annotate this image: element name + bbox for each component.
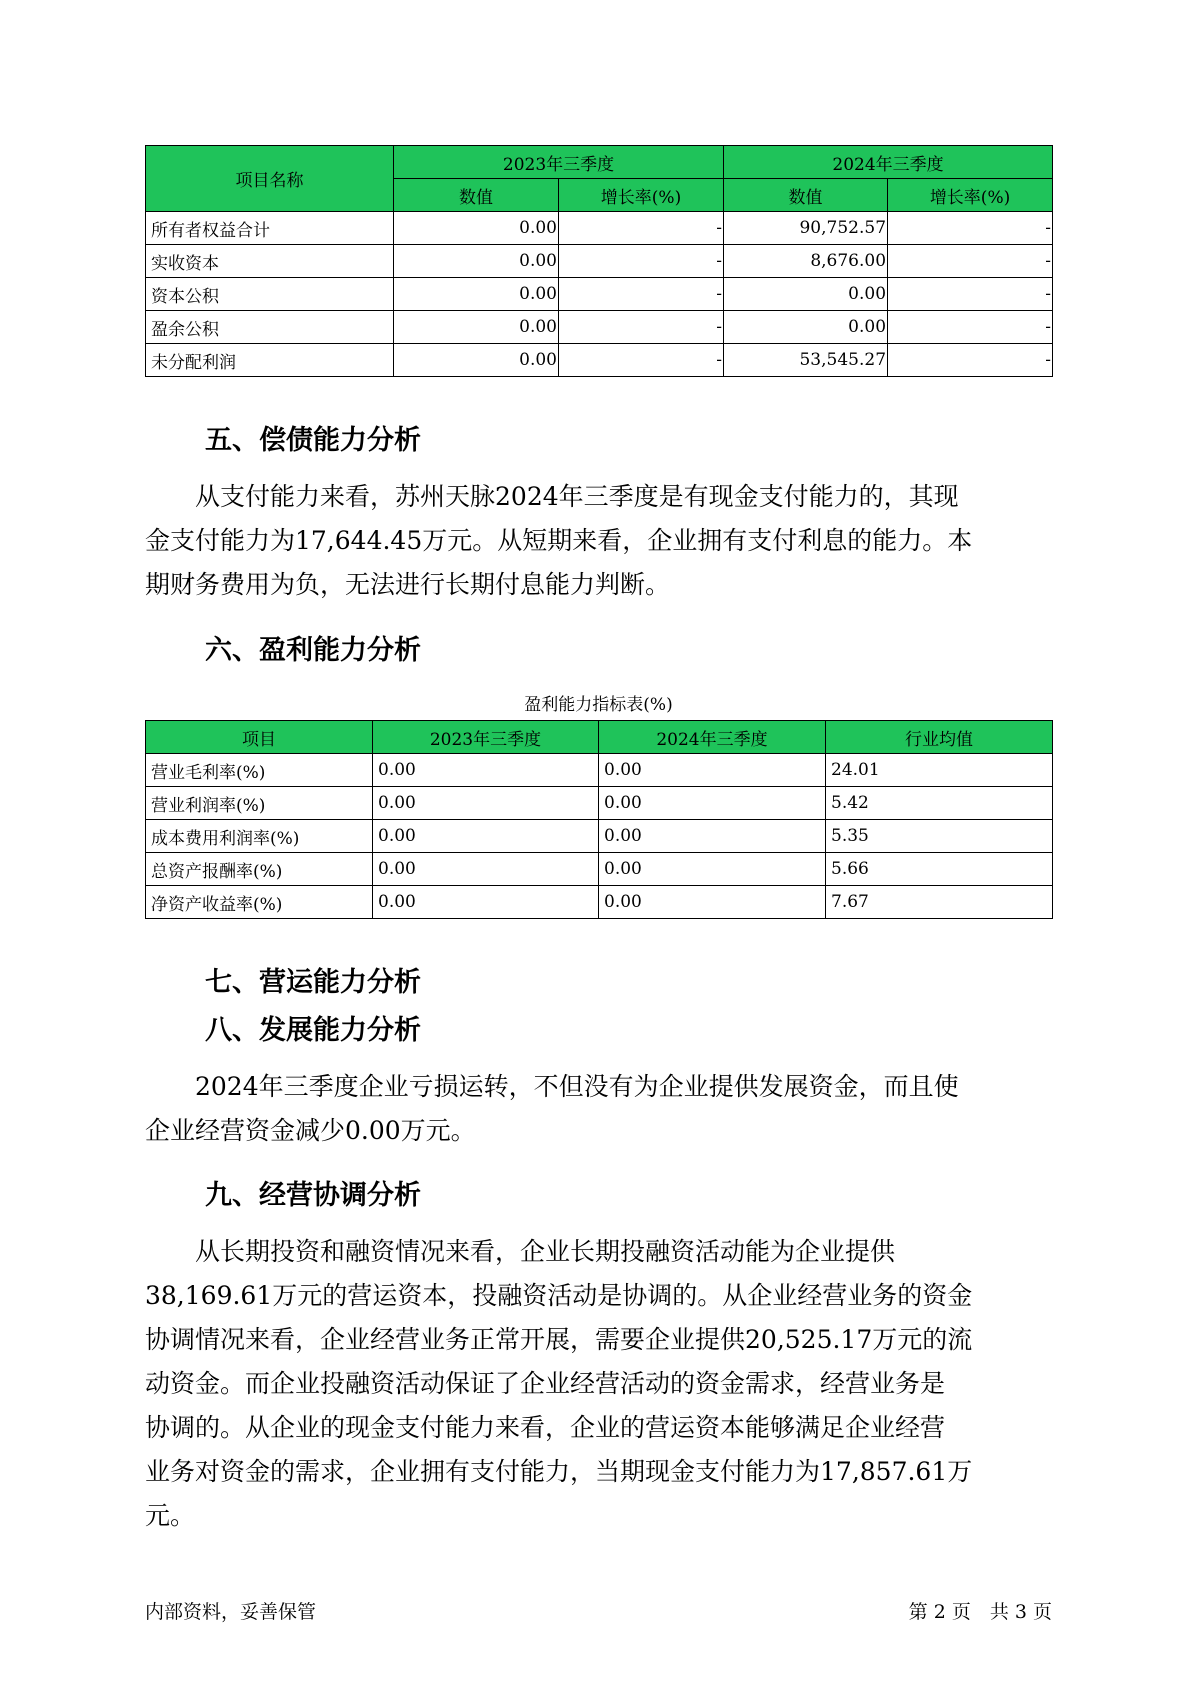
table-row: [146, 212, 1053, 245]
table-row: [146, 886, 1053, 919]
row-label: 实收资本: [146, 245, 394, 278]
paragraph-line: 元。: [145, 1501, 196, 1530]
paragraph-line: 协调情况来看，企业经营业务正常开展，需要企业提供20,525.17万元的流: [145, 1325, 973, 1354]
table-caption: 盈利能力指标表(%): [524, 695, 673, 715]
value-2024: 0.00: [724, 278, 888, 311]
growth-2024: -: [888, 245, 1053, 278]
header-growth-2023: 增长率(%): [559, 179, 724, 212]
industry-avg: 5.66: [826, 853, 1053, 886]
footer-confidential-note: 内部资料，妥善保管: [145, 1601, 317, 1623]
header-2024: 2024年三季度: [599, 721, 826, 754]
growth-2023: -: [559, 278, 724, 311]
value-2024: 0.00: [599, 787, 826, 820]
section-heading-development: 八、发展能力分析: [205, 1015, 421, 1046]
value-2023: 0.00: [394, 278, 559, 311]
table-row: [146, 754, 1053, 787]
row-label: 资本公积: [146, 278, 394, 311]
table-row: [146, 787, 1053, 820]
paragraph-line: 金支付能力为17,644.45万元。从短期来看，企业拥有支付利息的能力。本: [145, 526, 973, 555]
growth-2023: -: [559, 311, 724, 344]
value-2023: 0.00: [373, 754, 599, 787]
industry-avg: 24.01: [826, 754, 1053, 787]
paragraph-line: 从支付能力来看，苏州天脉2024年三季度是有现金支付能力的，其现: [145, 482, 959, 511]
table-row: [146, 820, 1053, 853]
industry-avg: 7.67: [826, 886, 1053, 919]
row-label: 成本费用利润率(%): [146, 820, 373, 853]
section-heading-profitability: 六、盈利能力分析: [205, 635, 421, 666]
growth-2023: -: [559, 344, 724, 377]
value-2024: 0.00: [599, 853, 826, 886]
value-2024: 90,752.57: [724, 212, 888, 245]
row-label: 净资产收益率(%): [146, 886, 373, 919]
industry-avg: 5.35: [826, 820, 1053, 853]
solvency-paragraph: [145, 475, 1055, 607]
table-row: [146, 344, 1053, 377]
value-2023: 0.00: [373, 886, 599, 919]
paragraph-line: 38,169.61万元的营运资本，投融资活动是协调的。从企业经营业务的资金: [145, 1281, 973, 1310]
value-2024: 0.00: [599, 754, 826, 787]
value-2024: 53,545.27: [724, 344, 888, 377]
header-value-2023: 数值: [394, 179, 559, 212]
header-value-2024: 数值: [724, 179, 888, 212]
paragraph-line: 2024年三季度企业亏损运转，不但没有为企业提供发展资金，而且使: [145, 1072, 959, 1101]
value-2023: 0.00: [394, 311, 559, 344]
paragraph-line: 企业经营资金减少0.00万元。: [145, 1116, 476, 1145]
table-row: [146, 311, 1053, 344]
equity-table: [145, 145, 1053, 377]
header-period-2024: 2024年三季度: [724, 146, 1053, 179]
value-2024: 0.00: [599, 886, 826, 919]
profitability-table: [145, 720, 1053, 919]
growth-2024: -: [888, 311, 1053, 344]
section-heading-solvency: 五、偿债能力分析: [205, 425, 421, 456]
table-row: [146, 278, 1053, 311]
row-label: 营业利润率(%): [146, 787, 373, 820]
development-paragraph: [145, 1065, 1055, 1153]
growth-2024: -: [888, 212, 1053, 245]
footer-page-number: 第 2 页 共 3 页: [908, 1601, 1052, 1623]
paragraph-line: 协调的。从企业的现金支付能力来看，企业的营运资本能够满足企业经营: [145, 1413, 946, 1442]
paragraph-line: 从长期投资和融资情况来看，企业长期投融资活动能为企业提供: [145, 1237, 896, 1266]
header-item-name: 项目名称: [146, 146, 394, 212]
value-2023: 0.00: [394, 212, 559, 245]
paragraph-line: 动资金。而企业投融资活动保证了企业经营活动的资金需求，经营业务是: [145, 1369, 946, 1398]
header-period-2023: 2023年三季度: [394, 146, 724, 179]
value-2023: 0.00: [394, 344, 559, 377]
row-label: 总资产报酬率(%): [146, 853, 373, 886]
row-label: 未分配利润: [146, 344, 394, 377]
header-growth-2024: 增长率(%): [888, 179, 1053, 212]
section-heading-operations: 七、营运能力分析: [205, 967, 421, 998]
row-label: 营业毛利率(%): [146, 754, 373, 787]
value-2023: 0.00: [394, 245, 559, 278]
paragraph-line: 期财务费用为负，无法进行长期付息能力判断。: [145, 570, 671, 599]
growth-2023: -: [559, 245, 724, 278]
header-industry-avg: 行业均值: [826, 721, 1053, 754]
growth-2024: -: [888, 278, 1053, 311]
value-2024: 0.00: [724, 311, 888, 344]
paragraph-line: 业务对资金的需求，企业拥有支付能力，当期现金支付能力为17,857.61万: [145, 1457, 973, 1486]
growth-2023: -: [559, 212, 724, 245]
industry-avg: 5.42: [826, 787, 1053, 820]
row-label: 所有者权益合计: [146, 212, 394, 245]
row-label: 盈余公积: [146, 311, 394, 344]
coordination-paragraph: [145, 1230, 1055, 1538]
value-2023: 0.00: [373, 787, 599, 820]
value-2024: 0.00: [599, 820, 826, 853]
header-item: 项目: [146, 721, 373, 754]
header-2023: 2023年三季度: [373, 721, 599, 754]
value-2023: 0.00: [373, 853, 599, 886]
table-row: [146, 853, 1053, 886]
value-2024: 8,676.00: [724, 245, 888, 278]
table-row: [146, 245, 1053, 278]
value-2023: 0.00: [373, 820, 599, 853]
section-heading-coordination: 九、经营协调分析: [205, 1180, 421, 1211]
growth-2024: -: [888, 344, 1053, 377]
